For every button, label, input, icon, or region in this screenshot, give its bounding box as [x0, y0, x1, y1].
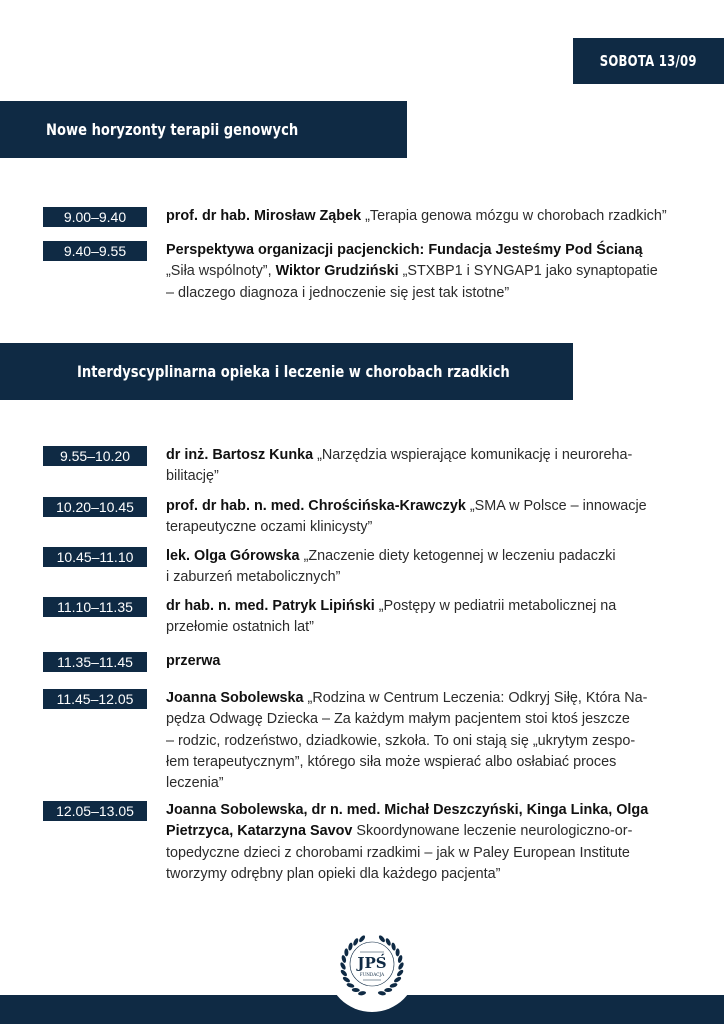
talk-title: przełomie ostatnich lat” [166, 619, 314, 636]
description-line [166, 517, 696, 538]
time-badge: 10.45–11.10 [43, 547, 147, 567]
laurel-leaf [385, 937, 392, 946]
description-line [166, 596, 696, 617]
laurel-leaf [348, 942, 354, 951]
agenda-description [166, 800, 696, 885]
agenda-description [166, 496, 696, 539]
agenda-description [166, 206, 696, 227]
laurel-leaf [358, 934, 366, 943]
day-badge [573, 38, 724, 84]
time-badge: 12.05–13.05 [43, 801, 147, 821]
talk-title: „Postępy w pediatrii metabolicznej na [374, 598, 617, 614]
description-line [166, 206, 696, 227]
talk-title: tworzymy odrębny plan opieki dla każdego pacjenta” [166, 865, 501, 882]
speaker-name: Joanna Sobolewska [166, 690, 304, 706]
talk-title: „Narzędzia wspierające komunikację i neuroreha- [313, 447, 633, 463]
time-badge: 10.20–10.45 [43, 497, 147, 517]
agenda-description [166, 688, 696, 794]
talk-title: „SMA w Polsce – innowacje [465, 498, 647, 514]
section-banner-gene-therapy [0, 101, 407, 158]
talk-title: „Siła wspólnoty”, [166, 263, 276, 280]
time-badge: 9.00–9.40 [43, 207, 147, 227]
speaker-name: Wiktor Grudziński [275, 263, 399, 280]
speaker-name: przerwa [166, 653, 221, 669]
talk-title: bilitację” [166, 468, 219, 485]
talk-title: „Znaczenie diety ketogennej w leczeniu padaczki [299, 548, 616, 564]
logo-text: JPŚ [357, 954, 387, 972]
section-banner-interdisciplinary-care [0, 343, 573, 400]
description-line [166, 261, 696, 282]
description-line [166, 651, 696, 672]
description-line [166, 283, 696, 304]
laurel-leaf [395, 948, 399, 956]
talk-title: „Rodzina w Centrum Leczenia: Odkryj Siłę, Która Na- [303, 690, 648, 706]
speaker-name: dr inż. Bartosz Kunka [166, 447, 314, 463]
section-title: Nowe horyzonty terapii genowych [46, 120, 299, 139]
time-badge: 11.45–12.05 [43, 689, 147, 709]
fundacja-jps-logo [336, 928, 408, 1000]
section-title: Interdyscyplinarna opieka i leczenie w chorobach rzadkich [77, 362, 510, 381]
time-badge: 11.10–11.35 [43, 597, 147, 617]
agenda-description [166, 240, 696, 304]
speaker-name: prof. dr hab. n. med. Chrościńska-Krawczyk [166, 498, 466, 514]
talk-title: terapeutyczne oczami klinicysty” [166, 519, 373, 536]
laurel-leaf [342, 976, 351, 984]
day-label: SOBOTA 13/09 [599, 52, 698, 70]
description-line [166, 752, 696, 773]
description-line [166, 864, 696, 885]
laurel-leaf [389, 982, 398, 988]
description-line [166, 731, 696, 752]
talk-title: Skoordynowane leczenie neurologiczno-or- [352, 823, 633, 840]
agenda-description [166, 651, 696, 672]
description-line [166, 240, 696, 261]
description-line [166, 800, 696, 821]
speaker-name: Perspektywa organizacji pacjenckich: Fundacja Jesteśmy Pod Ścianą [166, 242, 643, 258]
speaker-name: Joanna Sobolewska, dr n. med. Michał Deszczyński, Kinga Linka, Olga [166, 802, 649, 818]
time-badge: 9.55–10.20 [43, 446, 147, 466]
agenda-description [166, 546, 696, 589]
speaker-name: Pietrzyca, Katarzyna Savov [166, 823, 353, 840]
laurel-leaf [397, 962, 404, 971]
talk-title: łem terapeutycznym”, którego siła może wspierać albo osłabiać proces [166, 753, 617, 770]
talk-title: – rodzic, rodzeństwo, dziadkowie, szkoła. To oni stają się „ukrytym zespo- [166, 732, 636, 749]
logo-subtext: FUNDACJA [359, 972, 385, 977]
description-line [166, 546, 696, 567]
description-line [166, 843, 696, 864]
speaker-name: dr hab. n. med. Patryk Lipiński [166, 598, 375, 614]
time-badge: 9.40–9.55 [43, 241, 147, 261]
laurel-leaf [340, 969, 348, 978]
laurel-leaf [344, 948, 348, 956]
description-line [166, 617, 696, 638]
description-line [166, 445, 696, 466]
speaker-name: prof. dr hab. Mirosław Ząbek [166, 208, 362, 224]
talk-title: pędza Odwagę Dziecka – Za każdym małym pacjentem stoi ktoś jeszcze [166, 711, 630, 728]
description-line [166, 567, 696, 588]
description-line [166, 496, 696, 517]
talk-title: i zaburzeń metabolicznych” [166, 569, 341, 586]
talk-title: „STXBP1 i SYNGAP1 jako synaptopatie [398, 263, 658, 280]
talk-title: – dlaczego diagnoza i jednoczenie się jest tak istotne” [166, 284, 510, 301]
agenda-description [166, 445, 696, 488]
laurel-leaf [339, 962, 346, 971]
description-line [166, 773, 696, 794]
description-line [166, 688, 696, 709]
laurel-leaf [378, 991, 387, 996]
description-line [166, 709, 696, 730]
laurel-leaf [396, 969, 404, 978]
time-badge: 11.35–11.45 [43, 652, 147, 672]
description-line [166, 821, 696, 842]
talk-title: topedyczne dzieci z chorobami rzadkimi – jak w Paley European Institute [166, 844, 630, 861]
talk-title: leczenia” [166, 775, 224, 792]
laurel-leaf [352, 937, 359, 946]
agenda-description [166, 596, 696, 639]
laurel-leaf [352, 988, 360, 993]
speaker-name: lek. Olga Górowska [166, 548, 300, 564]
laurel-leaf [393, 976, 402, 984]
laurel-leaf [384, 988, 392, 993]
description-line [166, 466, 696, 487]
laurel-leaf [391, 942, 397, 951]
laurel-leaf [346, 982, 355, 988]
talk-title: „Terapia genowa mózgu w chorobach rzadkich” [361, 208, 667, 224]
laurel-leaf [378, 934, 386, 943]
laurel-leaf [358, 991, 367, 996]
